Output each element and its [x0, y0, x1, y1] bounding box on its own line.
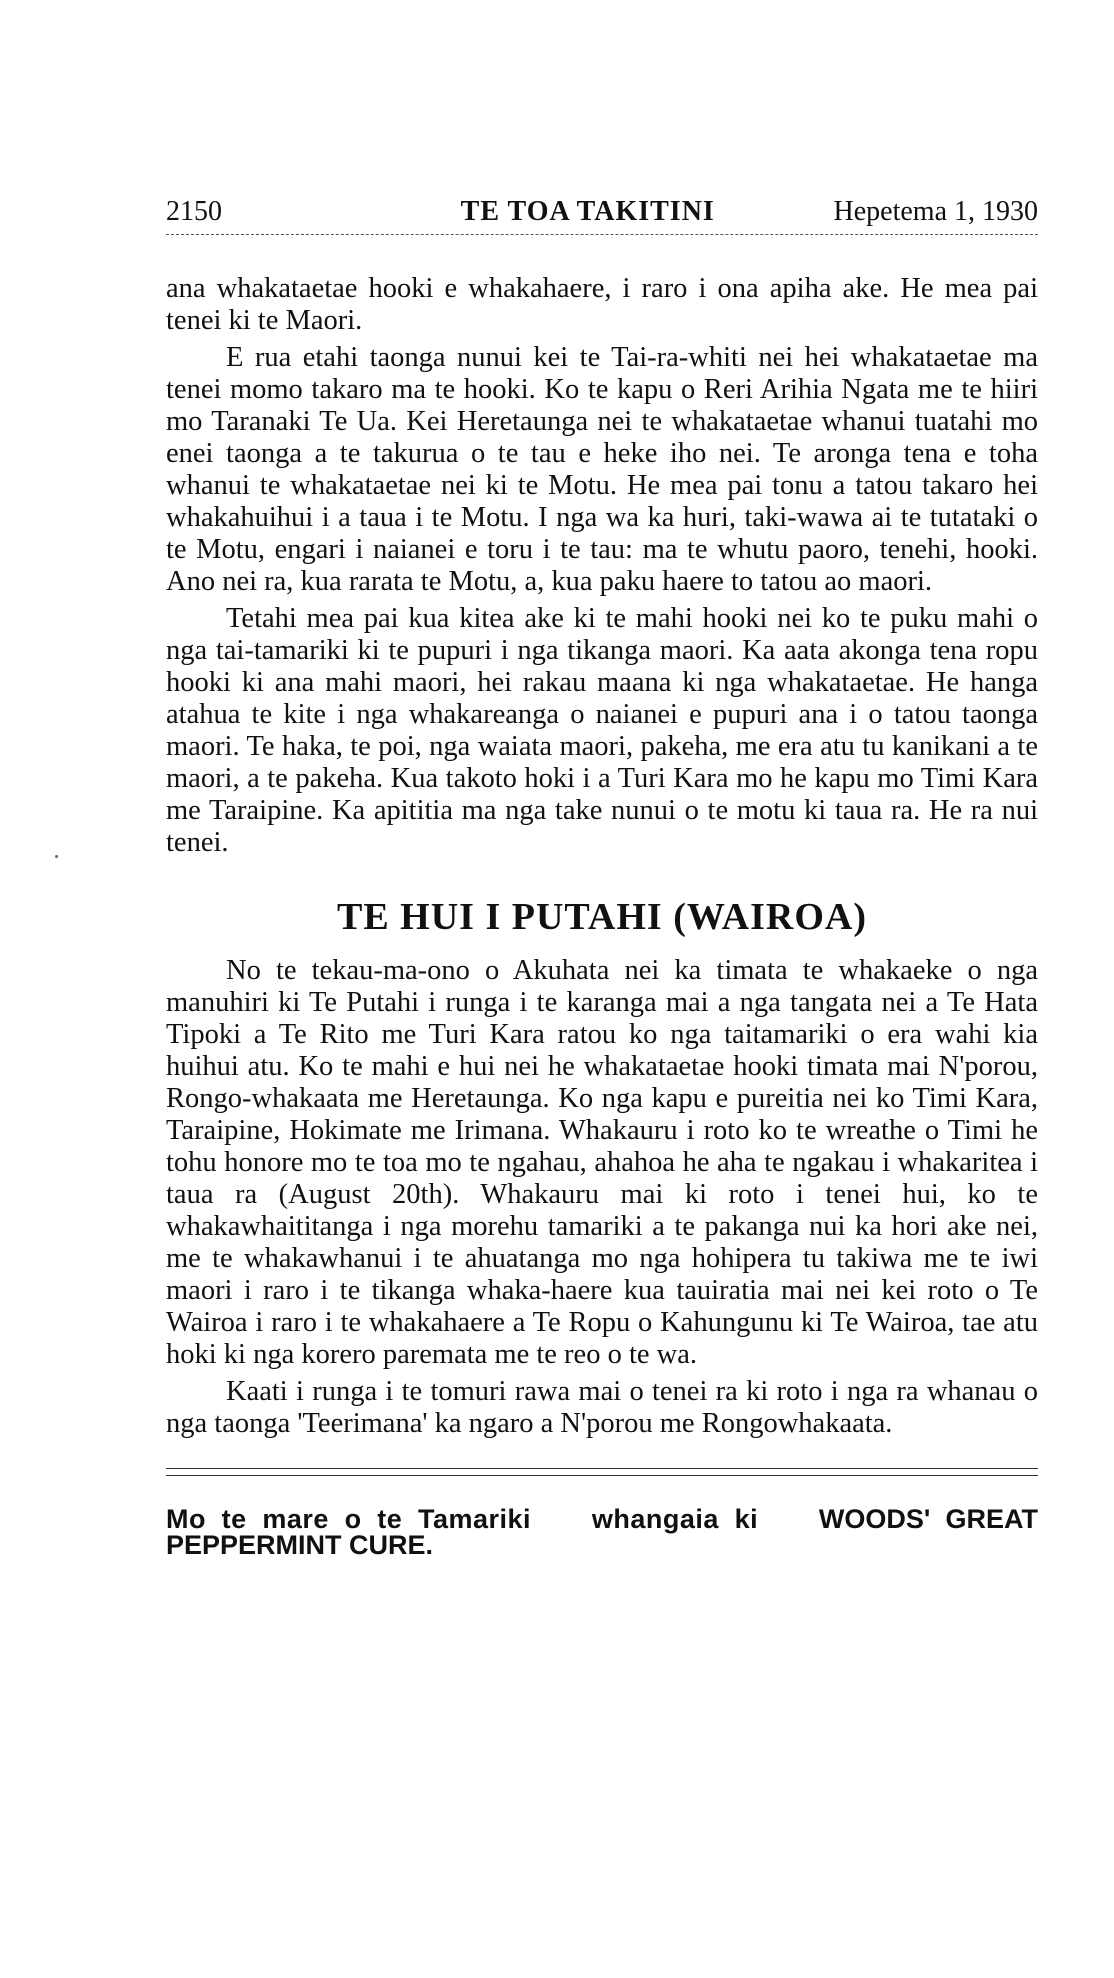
divider — [166, 1468, 1038, 1469]
newspaper-page — [166, 196, 1038, 1558]
paragraph: Kaati i runga i te tomuri rawa mai o tenei ra ki roto i nga ra whanau o nga taonga 'Teerimana' ka ngaro a N'porou me Rongowhakaata. — [166, 1376, 1038, 1439]
section-heading: TE HUI I PUTAHI (WAIROA) — [336, 896, 867, 938]
footer-rules — [166, 1468, 1038, 1476]
advert-text: whangaia ki — [591, 1504, 759, 1534]
paragraph: No te tekau-ma-ono o Akuhata nei ka timata te whakaeke o nga manuhiri ki Te Putahi i runga i te karanga mai a nga tangata nei a Te Hata Tipoki a Te Rito me Turi Kara ratou ko nga taitamariki o era wahi kia huihui atu. Ko te mahi e hui nei he whakataetae hooki timata mai N'porou, Rongo-whakaata me Heretaunga. Ko nga kapu e pureitia nei ko Timi Kara, Taraipine, Hokimate me Irimana. Whakauru i roto ko te wreathe o Timi he tohu honore mo te toa mo te ngahau, ahahoa he aha te ngakau i whakaritea i taua ra (August 20th). Whakauru mai ki roto i tenei hui, ko te whakawhaititanga i nga morehu tamariki a te pakanga nui ka hori ake nei, me te whakawhanui i te ahuatanga mo nga hohipera tu takiwa me te iwi maori i raro i te tikanga whaka-haere kua tauiratia mai nei kei roto o Te Wairoa i raro i te whakahaere a Te Ropu o Kahungunu ki Te Wairoa, tae atu hoki ki nga korero paremata me te reo o te wa. — [166, 955, 1038, 1370]
article-continued — [166, 273, 1038, 1440]
advertisement — [166, 1506, 1038, 1558]
advert-text: Mo te mare o te Tamariki — [166, 1504, 532, 1534]
page-speck — [55, 855, 58, 858]
advert-product: WOODS' GREAT PEPPERMINT CURE. — [166, 1504, 1038, 1560]
page-number: 2150 — [166, 196, 222, 227]
header-rule — [166, 234, 1038, 235]
paragraph: Tetahi mea pai kua kitea ake ki te mahi hooki nei ko te puku mahi o nga tai-tamariki ki te pupuri i nga tikanga maori. Ka aata akonga tena ropu hooki ki ana mahi maori, hei rakau maana ki nga whakataetae. He hanga atahua te kite i nga whakareanga o naianei e pupuri ana i o tatou taonga maori. Te haka, te poi, nga waiata maori, pakeha, me era atu tu kanikani a te maori, a te pakeha. Kua takoto hoki i a Turi Kara mo he kapu mo Timi Kara me Taraipine. Ka apititia ma nga take nunui o te motu ki taua ra. He ra nui tenei. — [166, 603, 1038, 858]
issue-date: Hepetema 1, 1930 — [833, 196, 1038, 227]
running-header — [166, 196, 1038, 232]
paragraph: ana whakataetae hooki e whakahaere, i raro i ona apiha ake. He mea pai tenei ki te Maori. — [166, 273, 1038, 336]
paragraph: E rua etahi taonga nunui kei te Tai-ra-whiti nei hei whakataetae ma tenei momo takaro ma te hooki. Ko te kapu o Reri Arihia Ngata me te hiiri mo Taranaki Te Ua. Kei Heretaunga nei te whakataetae whanui tuatahi mo enei taonga a te takurua o te tau e heke iho nei. Te aronga tena e toha whanui te whakataetae nei ki te Motu. He mea pai tonu a tatou takaro hei whakahuihui i a taua i te Motu. I nga wa ka huri, taki-wawa ai te tutataki o te Motu, engari i naianei e toru i te tau: ma te whutu paoro, tenehi, hooki. Ano nei ra, kua rarata te Motu, a, kua paku haere to tatou ao maori. — [166, 342, 1038, 597]
divider — [166, 1475, 1038, 1476]
publication-title: TE TOA TAKITINI — [460, 196, 715, 227]
